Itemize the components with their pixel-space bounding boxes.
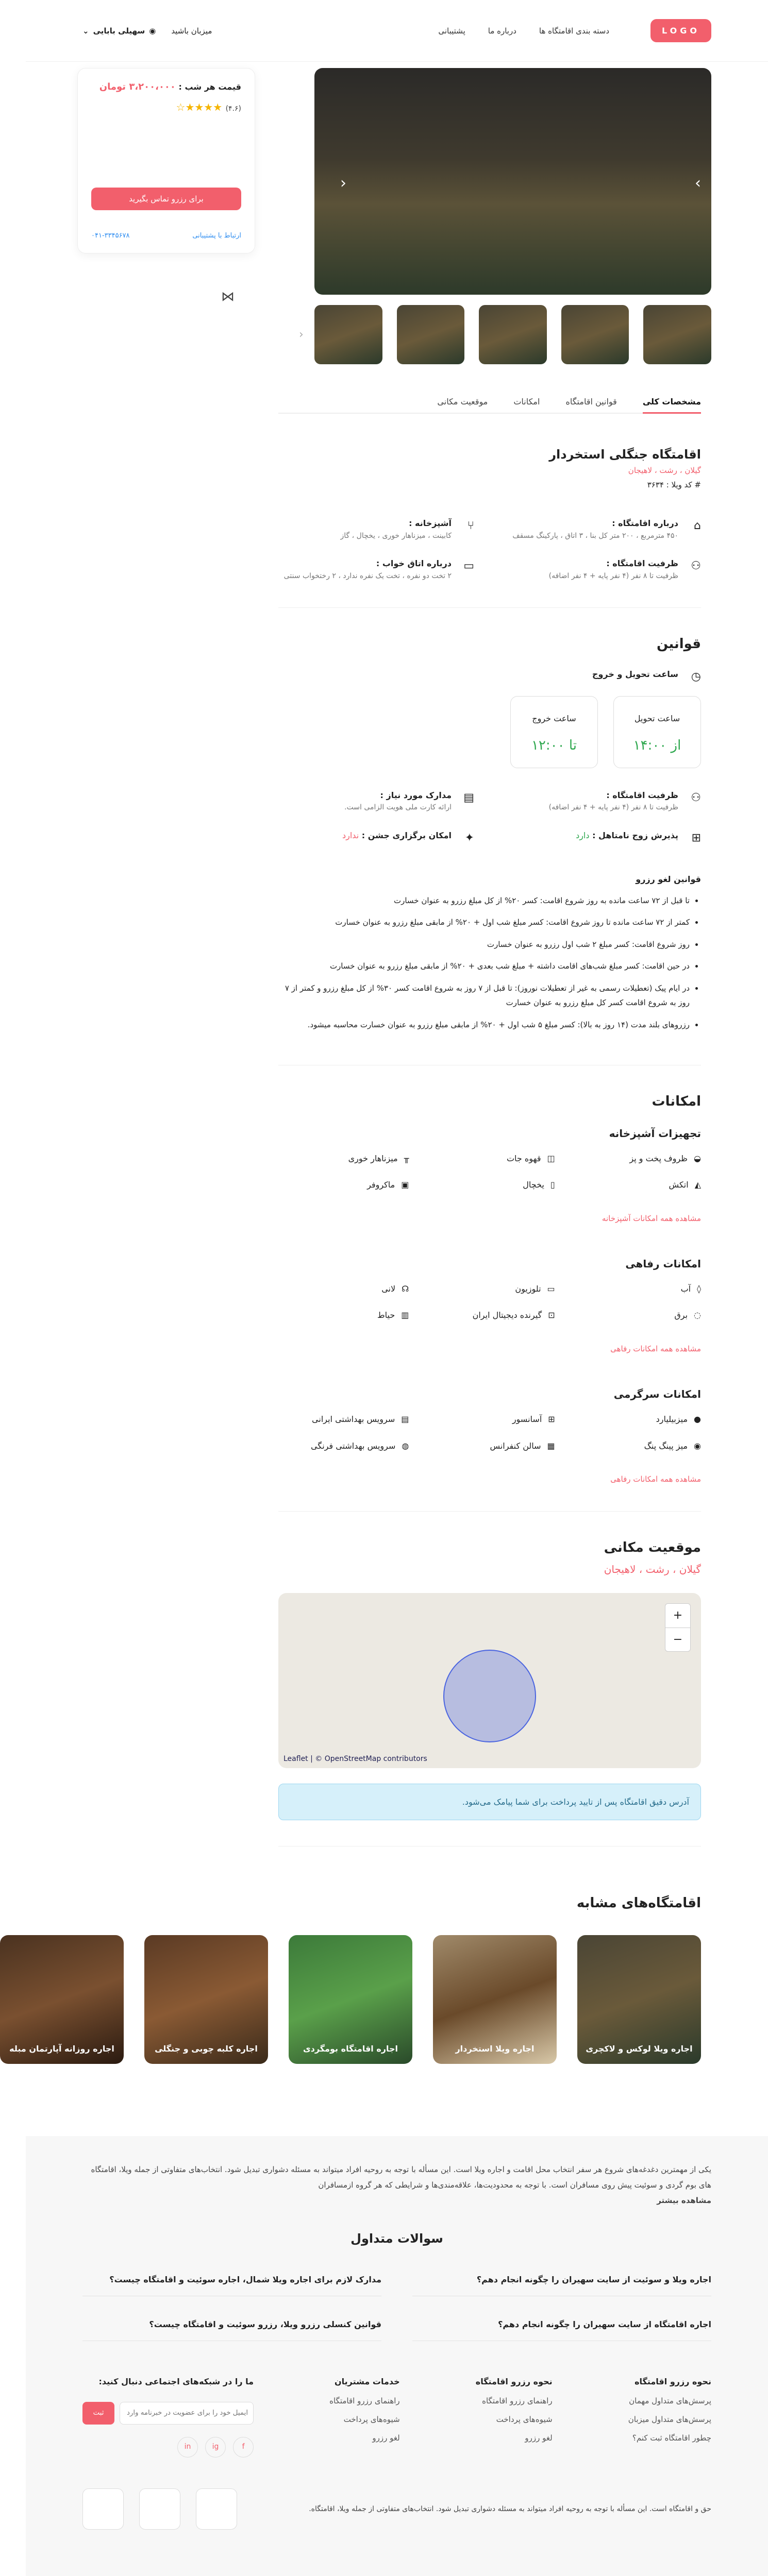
footer-link[interactable]: شیوه‌های پرداخت [343,2414,400,2424]
feature-capacity [505,557,701,582]
id-card-icon: ▤ [463,791,474,804]
rating-text: (۴.۶) [225,104,241,113]
faq-title: سوالات متداول [350,2231,443,2246]
facility-item [571,1152,701,1165]
pingpong-icon: ◉ [694,1440,701,1451]
price [99,80,241,95]
feature-desc: ۴۵۰ مترمربع ، ۲۰۰ متر کل بنا ، ۳ اتاق ، پارکینگ مسقف [512,531,678,540]
map-attribution[interactable]: Leaflet | © OpenStreetMap contributors [283,1755,427,1764]
gift-icon: ⊞ [691,831,701,844]
newsletter-button[interactable]: ثبت [82,2402,114,2425]
iron-icon: ◭ [694,1180,701,1190]
social-title: ما را در شبکه‌های اجتماعی دنبال کنید: [98,2376,254,2386]
facility-label: سرویس بهداشتی فرنگی [311,1440,396,1451]
facility-label: حیاط [377,1310,395,1320]
footer-link[interactable]: راهنمای رزرو اقامتگاه [329,2396,400,2405]
card-title: اجاره روزانه آپارتمان مبله [9,2044,114,2054]
facility-item [278,1413,409,1426]
facility-label: برق [674,1310,688,1320]
facility-label: ماکروفر [367,1180,395,1190]
star-icon: ★★★★☆ [176,100,223,113]
similar-title: اقامتگاه‌های مشابه [576,1895,701,1911]
people-icon: ⚇ [691,791,701,804]
copyright-text: حق و اقامتگاه است. این مسأله با توجه به روحیه افراد میتواند به مسئله دشواری تبدیل شود. انتخاب‌های متفاوتی از جمله ویلا، اقامتگاه. [309,2504,711,2513]
checkin-title: ساعت تحویل و خروج [592,669,678,679]
facility-label: گیرنده دیجیتال ایران [472,1310,542,1320]
single-value: دارد [576,830,590,840]
people-icon: ⚇ [691,559,701,572]
facility-label: یخچال [523,1180,544,1190]
feature-title: آشپزخانه : [409,518,452,528]
hero [26,62,768,364]
checkout-label: ساعت خروج [532,713,576,723]
location-text: گیلان ، رشت ، لاهیجان [628,465,701,475]
main-image[interactable] [314,68,711,295]
party-icon: ✦ [464,831,474,844]
feature-title: درباره اقامتگاه : [612,518,678,528]
footer [26,2136,768,2576]
badge[interactable] [139,2488,180,2530]
location-section [278,1512,701,1846]
show-more-link[interactable]: مشاهده بیشتر [657,2195,711,2205]
header [26,0,768,62]
welfare-title: امکانات رفاهی [625,1257,701,1270]
similar-card[interactable] [433,1935,557,2064]
checkin-value: از ۱۴:۰۰ [633,738,681,754]
facility-item [571,1413,701,1426]
facility-item [424,1439,555,1453]
faq-item[interactable]: اجاره ویلا و سوئیت از سایت سهیران را چگونه انجام دهم؟ [412,2264,711,2296]
faq-item[interactable]: قوانین کنسلی رزرو ویلا، رزرو سوئیت و اقامتگاه چیست؟ [82,2309,381,2341]
rating-stars [91,99,241,115]
list-item: • رزروهای بلند مدت (۱۴ روز به بالا): کسر مبلغ ۵ شب اول + ۲۰% از مابقی مبلغ رزرو به عنوان خسارت محاسبه میشود. [278,1018,690,1032]
feature-desc: ۲ تخت دو نفره ، تخت یک نفره ندارد ، ۲ رختخواب سنتی [283,571,452,580]
instagram-icon[interactable]: ig [205,2437,226,2458]
price-column [77,68,255,364]
single-title: پذیرش زوج نامتاهل : [592,830,678,840]
facility-item [278,1309,409,1322]
facility-item [571,1309,701,1322]
pot-icon: ◒ [694,1153,701,1163]
cutlery-icon: ⑂ [467,519,474,532]
footer-link[interactable]: لغو رزرو [372,2433,400,2443]
home-icon: ⌂ [694,519,701,532]
nav-support[interactable]: پشتیبانی [438,26,465,36]
facility-item [424,1413,555,1426]
footer-link[interactable]: پرسش‌های متداول میزبان [628,2414,711,2424]
welfare-more-link[interactable]: مشاهده همه امکانات رفاهی [610,1344,701,1353]
thumbnail[interactable] [479,305,547,364]
similar-card[interactable] [0,1935,124,2064]
thumbnail[interactable] [397,305,465,364]
tab-rules[interactable]: قوانین اقامتگاه [565,397,617,406]
facility-label: آسانسور [512,1414,542,1424]
checkout-box [510,696,598,768]
facility-label: قهوه جات [506,1153,541,1163]
facility-label: تلوزیون [515,1283,541,1294]
tabs [278,395,701,414]
thumbnail[interactable] [643,305,711,364]
about-text: یکی از مهمترین دغدغه‌های شروع هر سفر انتخاب محل اقامت و اجاره ویلا است. این مسأله با توجه به روحیه افراد میتواند به مسئله دشواری تبدیل شود. انتخاب‌های متفاوتی از جمله ویلا، اقامتگاه های بوم گردی و سوئیت پیش روی مسافران است. با توجه به محدودیت‌ها، علاقه‌مندی‌ها و شرایطی که هر گروه ازمسافران [91,2164,711,2190]
thumbnail[interactable] [314,305,382,364]
header-actions [82,25,212,37]
fun-title: امکانات سرگرمی [613,1387,701,1400]
facility-label: میزبیلیارد [656,1414,688,1424]
facility-item [571,1439,701,1453]
footer-col-title: نحوه رزرو اقامتگاه [475,2376,553,2386]
facility-label: ظروف پخت و پز [629,1153,688,1163]
lamp-icon: ☊ [402,1283,409,1294]
capacity-desc: ظرفیت تا ۸ نفر (۴ نفر پایه + ۴ نفر اضافه) [548,803,678,812]
rules-title: قوانین [656,636,701,652]
page-title: اقامتگاه جنگلی استخردار [549,447,701,462]
thumbnails [299,305,711,364]
reserve-button[interactable]: برای رزرو تماس بگیرید [91,188,241,210]
facility-label: میزناهار خوری [348,1153,398,1163]
faq-item[interactable]: مدارک لازم برای اجاره ویلا شمال، اجاره سوئیت و اقامتگاه چیست؟ [82,2264,381,2296]
facility-label: اتکش [669,1180,689,1190]
faq-list [82,2264,711,2341]
cancel-title: قوانین لغو رزرو [636,874,701,884]
facility-label: سرویس بهداشتی ایرانی [312,1414,395,1424]
newsletter-input[interactable] [120,2402,254,2425]
chevron-right-icon[interactable]: › [695,174,701,192]
facility-item [571,1178,701,1192]
map[interactable] [278,1593,701,1768]
location-title: موقعیت مکانی [604,1540,701,1556]
feature-kitchen [278,517,474,541]
feature-desc: کابینت ، میزناهار خوری ، یخچال ، گاز [340,531,452,540]
kitchen-title: تجهیزات آشپزخانه [609,1127,701,1140]
bed-icon: ▭ [463,559,474,572]
facility-item [424,1282,555,1296]
chevron-left-icon[interactable]: ‹ [299,328,304,341]
receiver-icon: ⊡ [548,1310,555,1320]
facility-label: آب [680,1283,691,1294]
footer-link[interactable]: لغو رزرو [525,2433,553,2443]
facility-label: سالن کنفرانس [490,1440,541,1451]
become-host-link[interactable]: میزبان باشید [171,26,212,36]
tab-overview[interactable]: مشخصات کلی [643,395,701,409]
user-menu[interactable] [82,25,156,37]
footer-links [82,2372,711,2458]
facility-item [424,1178,555,1192]
footer-link[interactable]: راهنمای رزرو اقامتگاه [482,2396,553,2405]
yard-icon: ▥ [401,1310,409,1320]
docs-desc: ارائه کارت ملی هویت الزامی است. [344,803,452,812]
similar-list [9,1935,768,2064]
docs-title: مدارک مورد نیاز : [380,790,452,800]
billiard-icon: ● [694,1414,701,1424]
main-nav [212,25,609,37]
cup-icon: ◫ [547,1153,555,1163]
user-icon: ◉ [149,26,156,36]
badge[interactable] [82,2488,124,2530]
chevron-down-icon: ⌄ [82,26,89,36]
toilet-icon: ◍ [402,1440,409,1451]
fun-more-link[interactable]: مشاهده همه امکانات رفاهی [610,1475,701,1484]
user-name: سهیلی بابایی [93,26,145,36]
facility-item [278,1282,409,1296]
facility-item [424,1152,555,1165]
share-icon[interactable]: ⋈ [221,289,235,304]
list-item: • تا قبل از ۷۲ ساعت مانده به روز شروع اقامت: کسر ۲۰% از کل مبلغ رزرو به عنوان خسارت [278,893,690,908]
chevron-left-icon[interactable]: ‹ [340,174,346,192]
price-label: قیمت هر شب : [178,82,241,92]
footer-link[interactable]: چطور اقامتگاه ثبت کنم؟ [632,2433,711,2443]
list-item: • در حین اقامت: کسر مبلغ شب‌های اقامت داشته + مبلغ شب بعدی + ۲۰% از مابقی مبلغ رزرو به عنوان خسارت [278,959,690,974]
elevator-icon: ⊞ [548,1414,555,1424]
zoom-in-button[interactable]: + [673,1609,683,1622]
villa-code: # کد ویلا : ۳۶۳۴ [647,480,701,489]
footer-link[interactable]: پرسش‌های متداول مهمان [629,2396,711,2405]
area-circle [443,1650,536,1742]
tv-icon: ▭ [547,1283,555,1294]
similar-card[interactable] [289,1935,412,2064]
checkin-label: ساعت تحویل [634,713,680,723]
clock-icon: ◷ [691,670,701,683]
list-item: • روز شروع اقامت: کسر مبلغ ۲ شب اول رزرو به عنوان خسارت [278,937,690,952]
facilities-title: امکانات [652,1094,701,1109]
address-notice: آدرس دقیق اقامتگاه پس از تایید پرداخت برای شما پیامک می‌شود. [278,1784,701,1821]
footer-link[interactable]: شیوه‌های پرداخت [496,2414,553,2424]
zoom-out-button[interactable]: − [665,1628,690,1651]
feature-title: درباره اتاق خواب : [376,558,452,568]
card-title: اجاره ویلا لوکس و لاکچری [586,2044,693,2054]
footer-col-title: خدمات مشتریان [334,2376,400,2386]
fridge-icon: ▯ [550,1180,555,1190]
nav-categories[interactable]: دسته بندی اقامتگاه ها [539,26,610,36]
list-item: • در ایام پیک (تعطیلات رسمی به غیر از تعطیلات نوروز): تا قبل از ۷ روز به شروع اقامت کسر ۳۰% از کل مبلغ رزرو و کمتر از ۷ روز به شروع اقامت کسر کل مبلغ رزرو به عنوان خسارت [278,981,690,1010]
capacity-title: ظرفیت اقامتگاه : [606,790,678,800]
checkout-value: تا ۱۲:۰۰ [531,738,577,754]
facility-item [278,1178,409,1192]
feature-about [505,517,701,541]
facility-item [278,1152,409,1165]
trust-badges [82,2488,237,2530]
similar-card[interactable] [577,1935,701,2064]
feature-title: ظرفیت اقامتگاه : [606,558,678,568]
facility-item [424,1309,555,1322]
gallery [299,68,711,364]
water-icon: ◊ [697,1283,701,1294]
rules-section [278,608,701,1065]
thumbnail[interactable] [561,305,629,364]
card-title: اجاره ویلا استخردار [455,2044,535,2054]
support-link[interactable]: ارتباط با پشتیبانی [192,231,241,240]
facility-item [571,1282,701,1296]
price-value: ۳،۲۰۰،۰۰۰ تومان [99,81,176,92]
tab-location[interactable]: موقعیت مکانی [437,397,488,406]
kitchen-more-link[interactable]: مشاهده همه امکانات آشپزخانه [602,1213,701,1223]
bulb-icon: ◌ [694,1310,701,1320]
list-item: • کمتر از ۷۲ ساعت مانده تا روز شروع اقامت: کسر مبلغ شب اول + ۲۰% از مابقی مبلغ رزرو به عنوان خسارت [278,915,690,930]
nav-about[interactable]: درباره ما [488,26,516,36]
similar-card[interactable] [144,1935,268,2064]
card-title: اجاره اقامتگاه بومگردی [303,2044,398,2054]
facility-label: میز پینگ پنگ [644,1440,688,1451]
support-phone[interactable]: ۰۴۱-۳۳۴۵۶۷۸ [91,231,130,240]
party-title: امکان برگزاری جشن : [361,830,452,840]
feature-desc: ظرفیت تا ۸ نفر (۴ نفر پایه + ۴ نفر اضافه) [548,571,678,580]
linkedin-icon[interactable]: in [177,2437,198,2458]
faq-item[interactable]: اجاره اقامتگاه از سایت سهیران را چگونه انجام دهم؟ [412,2309,711,2341]
microwave-icon: ▣ [401,1180,409,1190]
checkin-box [613,696,701,768]
price-box [77,68,255,253]
feature-bedroom [278,557,474,582]
zoom-control [665,1603,691,1652]
footer-col-title: نحوه رزرو اقامتگاه [635,2376,711,2386]
logo[interactable]: LOGO [650,19,711,43]
cancel-rules [278,893,701,1032]
facility-item [278,1439,409,1453]
facebook-icon[interactable]: f [233,2437,254,2458]
location-address: گیلان ، رشت ، لاهیجان [604,1563,701,1575]
overview-section [278,414,701,608]
party-value: ندارد [342,830,359,840]
card-title: اجاره کلبه چوبی و جنگلی [155,2044,258,2054]
facility-label: لانی [381,1283,396,1294]
table-icon: ╥ [404,1153,409,1163]
wc-icon: ▤ [401,1414,409,1424]
conference-icon: ▦ [547,1440,555,1451]
tab-facilities[interactable]: امکانات [513,397,540,406]
facilities-section [278,1065,701,1512]
badge[interactable] [196,2488,237,2530]
